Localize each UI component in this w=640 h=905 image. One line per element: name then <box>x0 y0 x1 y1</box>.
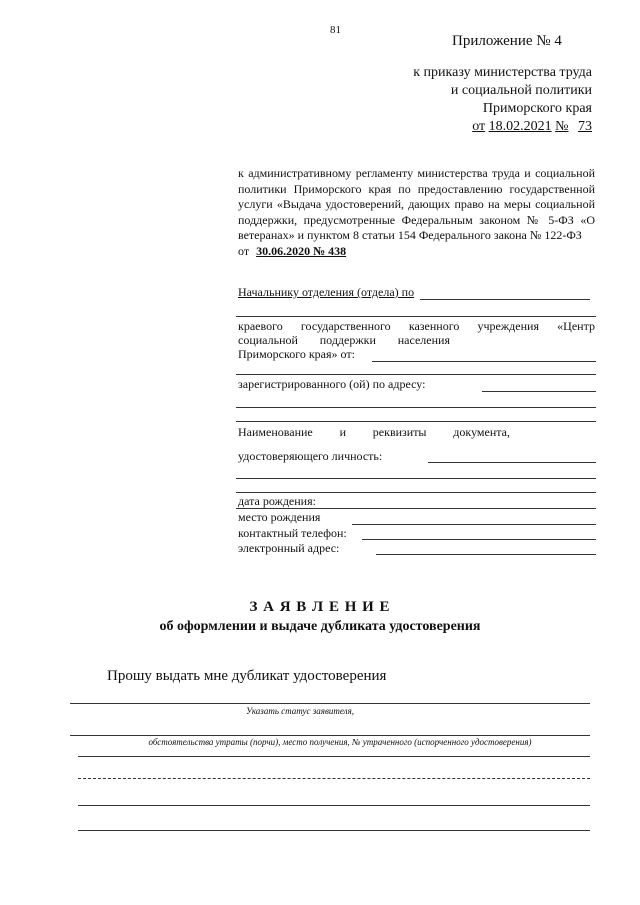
order-number-sign: № <box>555 119 569 134</box>
address-line-3[interactable] <box>236 421 596 422</box>
statement-subtitle: об оформлении и выдаче дубликата удостоверения <box>159 619 481 634</box>
institution-word-2: государственного <box>300 319 391 333</box>
regulation-text: к административному регламенту министерства труда и социальной политики Приморского края по предоставлению государственной услуги «Выдача удостоверений, дающих право на меры социальной поддержки, предусмотренные Федеральным законом № 5-ФЗ «О ветеранах» и пунктом 8 статьи 154 Федерального закона № 122-ФЗ <box>238 166 595 242</box>
birth-date-label: дата рождения: <box>238 494 316 508</box>
order-date-line <box>413 118 592 136</box>
institution-line2-word-3: населения <box>397 333 450 347</box>
id-doc-word-4: документа, <box>453 425 510 439</box>
request-text: Прошу выдать мне дубликат удостоверения <box>107 668 387 684</box>
order-line-1: к приказу министерства труда <box>413 65 592 80</box>
text-line-1[interactable] <box>78 756 590 757</box>
id-doc-word-2: и <box>339 425 346 439</box>
id-document-label <box>238 425 510 440</box>
institution-word-1: краевого <box>238 319 283 333</box>
order-line-3: Приморского края <box>482 101 592 116</box>
institution-word-4: учреждения <box>477 319 539 333</box>
address-line-2[interactable] <box>236 407 596 408</box>
id-document-label-2: удостоверяющего личность: <box>238 449 383 463</box>
text-line-4[interactable] <box>78 830 590 831</box>
birth-date-line[interactable] <box>236 508 596 509</box>
circumstances-line[interactable] <box>70 735 590 736</box>
id-document-line-2[interactable] <box>236 478 596 479</box>
order-date-prefix: от <box>472 119 486 134</box>
order-number: 73 <box>578 119 592 134</box>
institution-line-2 <box>238 333 450 348</box>
institution-word-3: казенного <box>408 319 460 333</box>
id-doc-word-3: реквизиты <box>372 425 427 439</box>
text-line-2[interactable] <box>78 778 590 779</box>
birth-place-label: место рождения <box>238 510 321 524</box>
department-line[interactable] <box>236 316 596 317</box>
phone-label: контактный телефон: <box>238 526 347 540</box>
institution-line-3: Приморского края» от: <box>238 347 355 361</box>
status-hint: Указать статус заявителя, <box>245 706 355 716</box>
regulation-date-line <box>238 244 595 260</box>
regulation-date-prefix: от <box>238 243 250 258</box>
email-line[interactable] <box>376 554 596 555</box>
order-reference <box>413 64 592 136</box>
institution-line2-word-1: социальной <box>238 333 298 347</box>
status-line[interactable] <box>70 703 590 704</box>
institution-line2-word-2: поддержки <box>319 333 376 347</box>
order-date: 18.02.2021 <box>488 119 552 134</box>
circumstances-hint: обстоятельства утраты (порчи), место получения, № утраченного (испорченного удостоверения) <box>148 737 532 747</box>
applicant-name-line[interactable] <box>372 361 596 362</box>
birth-place-line[interactable] <box>352 524 596 525</box>
appendix-number: Приложение № 4 <box>452 33 562 49</box>
address-line-1[interactable] <box>482 391 596 392</box>
id-document-line-3[interactable] <box>236 492 596 493</box>
phone-line[interactable] <box>362 539 596 540</box>
institution-word-5: «Центр <box>557 319 595 333</box>
registered-address-label: зарегистрированного (ой) по адресу: <box>238 377 426 391</box>
id-document-line-1[interactable] <box>428 462 596 463</box>
text-line-3[interactable] <box>78 805 590 806</box>
applicant-name-line-2[interactable] <box>236 374 596 375</box>
page-number: 81 <box>330 24 341 36</box>
to-head-label: Начальнику отделения (отдела) по <box>238 285 415 299</box>
to-head-line[interactable] <box>420 299 590 300</box>
institution-line-1 <box>238 319 595 334</box>
regulation-date: 30.06.2020 № 438 <box>256 243 347 258</box>
regulation-reference <box>238 166 595 259</box>
order-line-2: и социальной политики <box>450 83 592 98</box>
id-doc-word-1: Наименование <box>238 425 313 439</box>
statement-title: З А Я В Л Е Н И Е <box>249 599 391 615</box>
email-label: электронный адрес: <box>238 541 340 555</box>
